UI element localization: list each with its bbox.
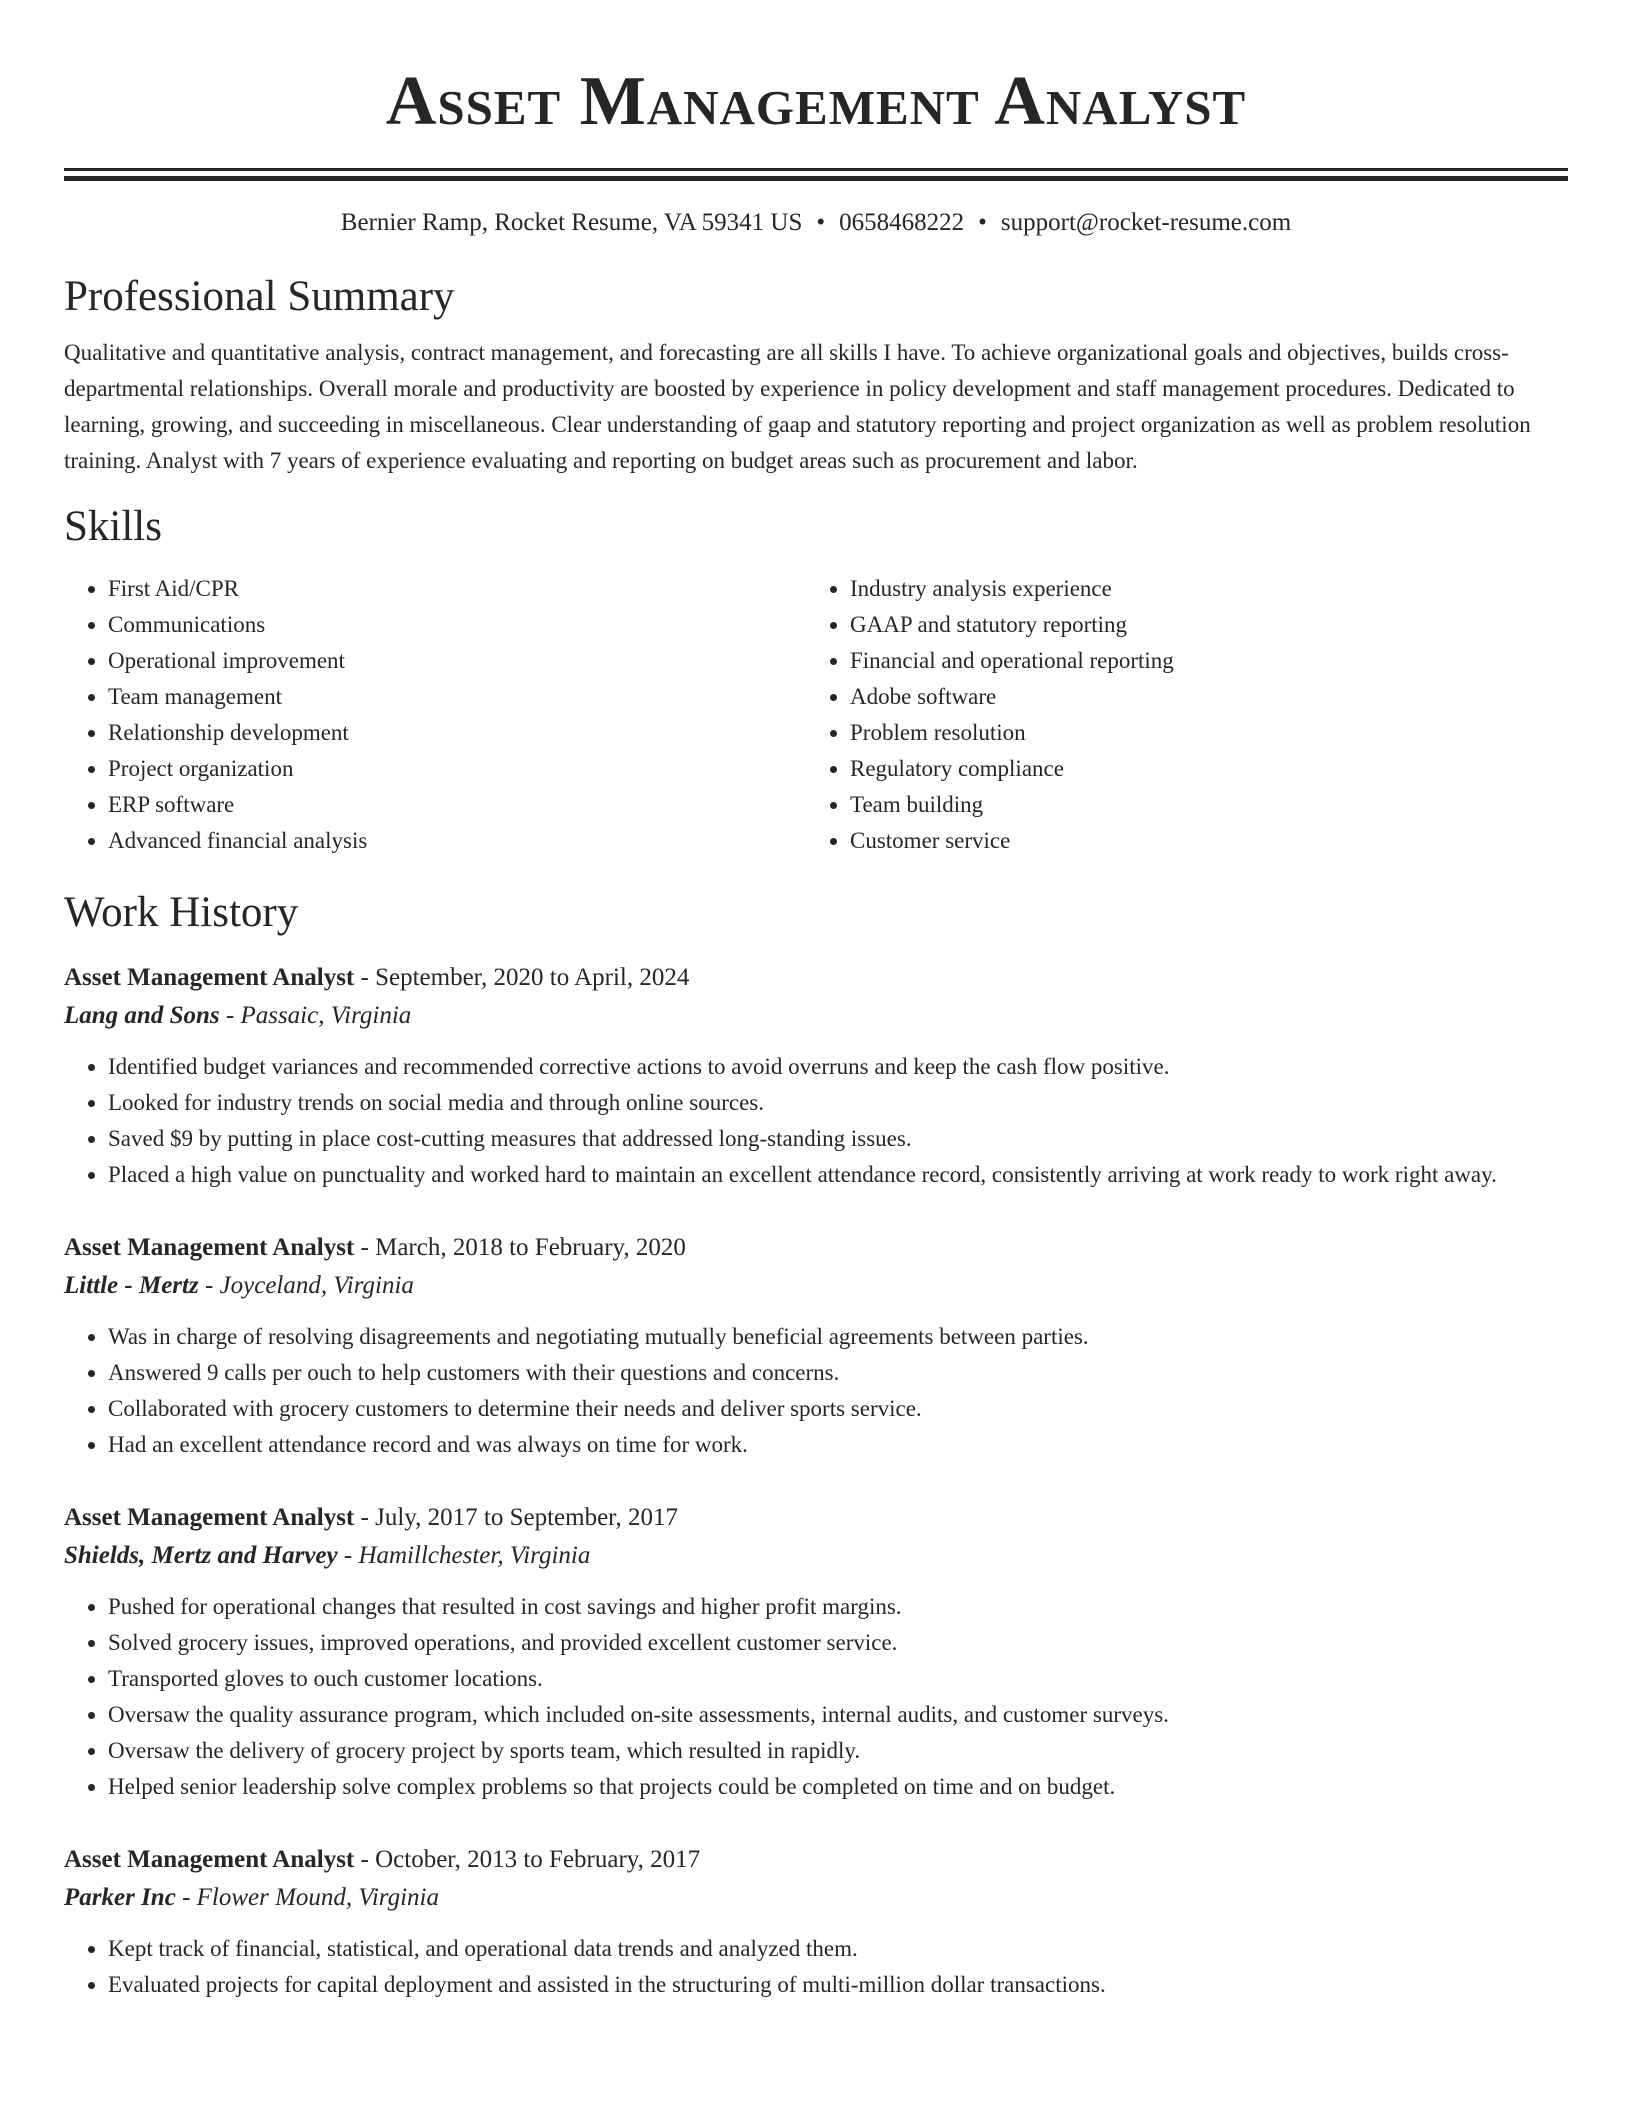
company-location: Passaic, Virginia — [240, 1002, 412, 1029]
duty-item: • Pushed for operational changes that resulted in cost savings and higher profit margins. — [108, 1589, 1568, 1625]
duty-item: • Placed a high value on punctuality and worked hard to maintain an excellent attendance record, consistently arriving at work ready to work right away. — [108, 1157, 1568, 1193]
summary-text: Qualitative and quantitative analysis, contract management, and forecasting are all skills I have. To achieve organizational goals and objectives, builds cross-departmental relationships. Overall morale and productivity are boosted by experience in policy development and staff management procedures. Dedicated to learning, growing, and succeeding in miscellaneous. Clear understanding of gaap and statutory reporting and project organization as well as problem resolution training. Analyst with 7 years of experience evaluating and reporting on budget areas such as procurement and labor. — [64, 340, 1531, 473]
contact-separator: • — [816, 209, 826, 236]
resume-page — [64, 0, 1568, 2003]
work-history-heading: Work History — [64, 889, 299, 936]
skill-item: • Advanced financial analysis — [108, 823, 806, 859]
job-dates: October, 2013 to February, 2017 — [375, 1846, 701, 1873]
skill-item: • ERP software — [108, 787, 806, 823]
contact-address: Bernier Ramp, Rocket Resume, VA 59341 US — [340, 209, 803, 236]
company-location: Flower Mound, Virginia — [196, 1884, 439, 1911]
skills-column-left — [64, 571, 806, 859]
job-duties — [64, 1589, 1568, 1805]
duty-item: • Oversaw the delivery of grocery project by sports team, which resulted in rapidly. — [108, 1733, 1568, 1769]
duty-item: • Helped senior leadership solve complex problems so that projects could be completed on time and on budget. — [108, 1769, 1568, 1805]
job-duties — [64, 1049, 1568, 1193]
job-duties — [64, 1931, 1568, 2003]
skill-item: • Customer service — [850, 823, 1548, 859]
skill-item: • Financial and operational reporting — [850, 643, 1548, 679]
duty-item: • Evaluated projects for capital deployment and assisted in the structuring of multi-million dollar transactions. — [108, 1967, 1568, 2003]
duty-item: • Kept track of financial, statistical, and operational data trends and analyzed them. — [108, 1931, 1568, 1967]
summary-heading: Professional Summary — [64, 273, 455, 320]
skills-column-right — [806, 571, 1548, 859]
skill-item: • Problem resolution — [850, 715, 1548, 751]
job-title: Asset Management Analyst — [64, 1846, 355, 1873]
job-dates: July, 2017 to September, 2017 — [375, 1504, 678, 1531]
duty-item: • Was in charge of resolving disagreements and negotiating mutually beneficial agreements between parties. — [108, 1319, 1568, 1355]
job-entry — [64, 959, 1568, 1193]
skill-item: • Communications — [108, 607, 806, 643]
resume-title: Asset Management Analyst — [385, 63, 1247, 140]
company-name: Shields, Mertz and Harvey — [64, 1542, 338, 1569]
job-title: Asset Management Analyst — [64, 1504, 355, 1531]
job-title: Asset Management Analyst — [64, 964, 355, 991]
skill-item: • Industry analysis experience — [850, 571, 1548, 607]
duty-item: • Solved grocery issues, improved operations, and provided excellent customer service. — [108, 1625, 1568, 1661]
duty-item: • Identified budget variances and recommended corrective actions to avoid overruns and keep the cash flow positive. — [108, 1049, 1568, 1085]
skill-item: • Project organization — [108, 751, 806, 787]
company-name: Parker Inc — [64, 1884, 176, 1911]
title-divider-top — [64, 168, 1568, 171]
contact-phone: 0658468222 — [839, 209, 965, 236]
skill-item: • Relationship development — [108, 715, 806, 751]
job-duties — [64, 1319, 1568, 1463]
job-entry — [64, 1499, 1568, 1805]
company-location: Joyceland, Virginia — [219, 1272, 414, 1299]
duty-item: • Collaborated with grocery customers to determine their needs and deliver sports service. — [108, 1391, 1568, 1427]
contact-email: support@rocket-resume.com — [1000, 209, 1292, 236]
company-name: Lang and Sons — [64, 1002, 220, 1029]
company-line: Little - Mertz - Joyceland, Virginia — [64, 1272, 414, 1299]
job-dates: March, 2018 to February, 2020 — [375, 1234, 686, 1261]
duty-item: • Saved $9 by putting in place cost-cutting measures that addressed long-standing issues. — [108, 1121, 1568, 1157]
skill-item: • Team building — [850, 787, 1548, 823]
job-dates: September, 2020 to April, 2024 — [375, 964, 690, 991]
job-title-line: Asset Management Analyst - October, 2013 to February, 2017 — [64, 1846, 701, 1873]
duty-item: • Looked for industry trends on social media and through online sources. — [108, 1085, 1568, 1121]
skill-item: • GAAP and statutory reporting — [850, 607, 1548, 643]
job-title-line: Asset Management Analyst - July, 2017 to September, 2017 — [64, 1504, 678, 1531]
duty-item: • Oversaw the quality assurance program, which included on-site assessments, internal audits, and customer surveys. — [108, 1697, 1568, 1733]
job-title-line: Asset Management Analyst - September, 2020 to April, 2024 — [64, 964, 690, 991]
skill-item: • Adobe software — [850, 679, 1548, 715]
skill-item: • Team management — [108, 679, 806, 715]
skills-list — [64, 571, 1568, 859]
contact-line — [64, 205, 1568, 241]
title-divider-bottom — [64, 176, 1568, 181]
job-entry — [64, 1229, 1568, 1463]
company-line: Shields, Mertz and Harvey - Hamillchester, Virginia — [64, 1542, 591, 1569]
job-entry — [64, 1841, 1568, 2003]
duty-item: • Transported gloves to ouch customer locations. — [108, 1661, 1568, 1697]
company-line: Lang and Sons - Passaic, Virginia — [64, 1002, 412, 1029]
contact-separator: • — [978, 209, 987, 236]
job-title: Asset Management Analyst — [64, 1234, 355, 1261]
company-line: Parker Inc - Flower Mound, Virginia — [64, 1884, 439, 1911]
skills-heading: Skills — [64, 503, 162, 550]
company-name: Little - Mertz — [64, 1272, 199, 1299]
skill-item: • First Aid/CPR — [108, 571, 806, 607]
skill-item: • Operational improvement — [108, 643, 806, 679]
company-location: Hamillchester, Virginia — [358, 1542, 591, 1569]
job-title-line: Asset Management Analyst - March, 2018 to February, 2020 — [64, 1234, 686, 1261]
duty-item: • Answered 9 calls per ouch to help customers with their questions and concerns. — [108, 1355, 1568, 1391]
duty-item: • Had an excellent attendance record and was always on time for work. — [108, 1427, 1568, 1463]
skill-item: • Regulatory compliance — [850, 751, 1548, 787]
